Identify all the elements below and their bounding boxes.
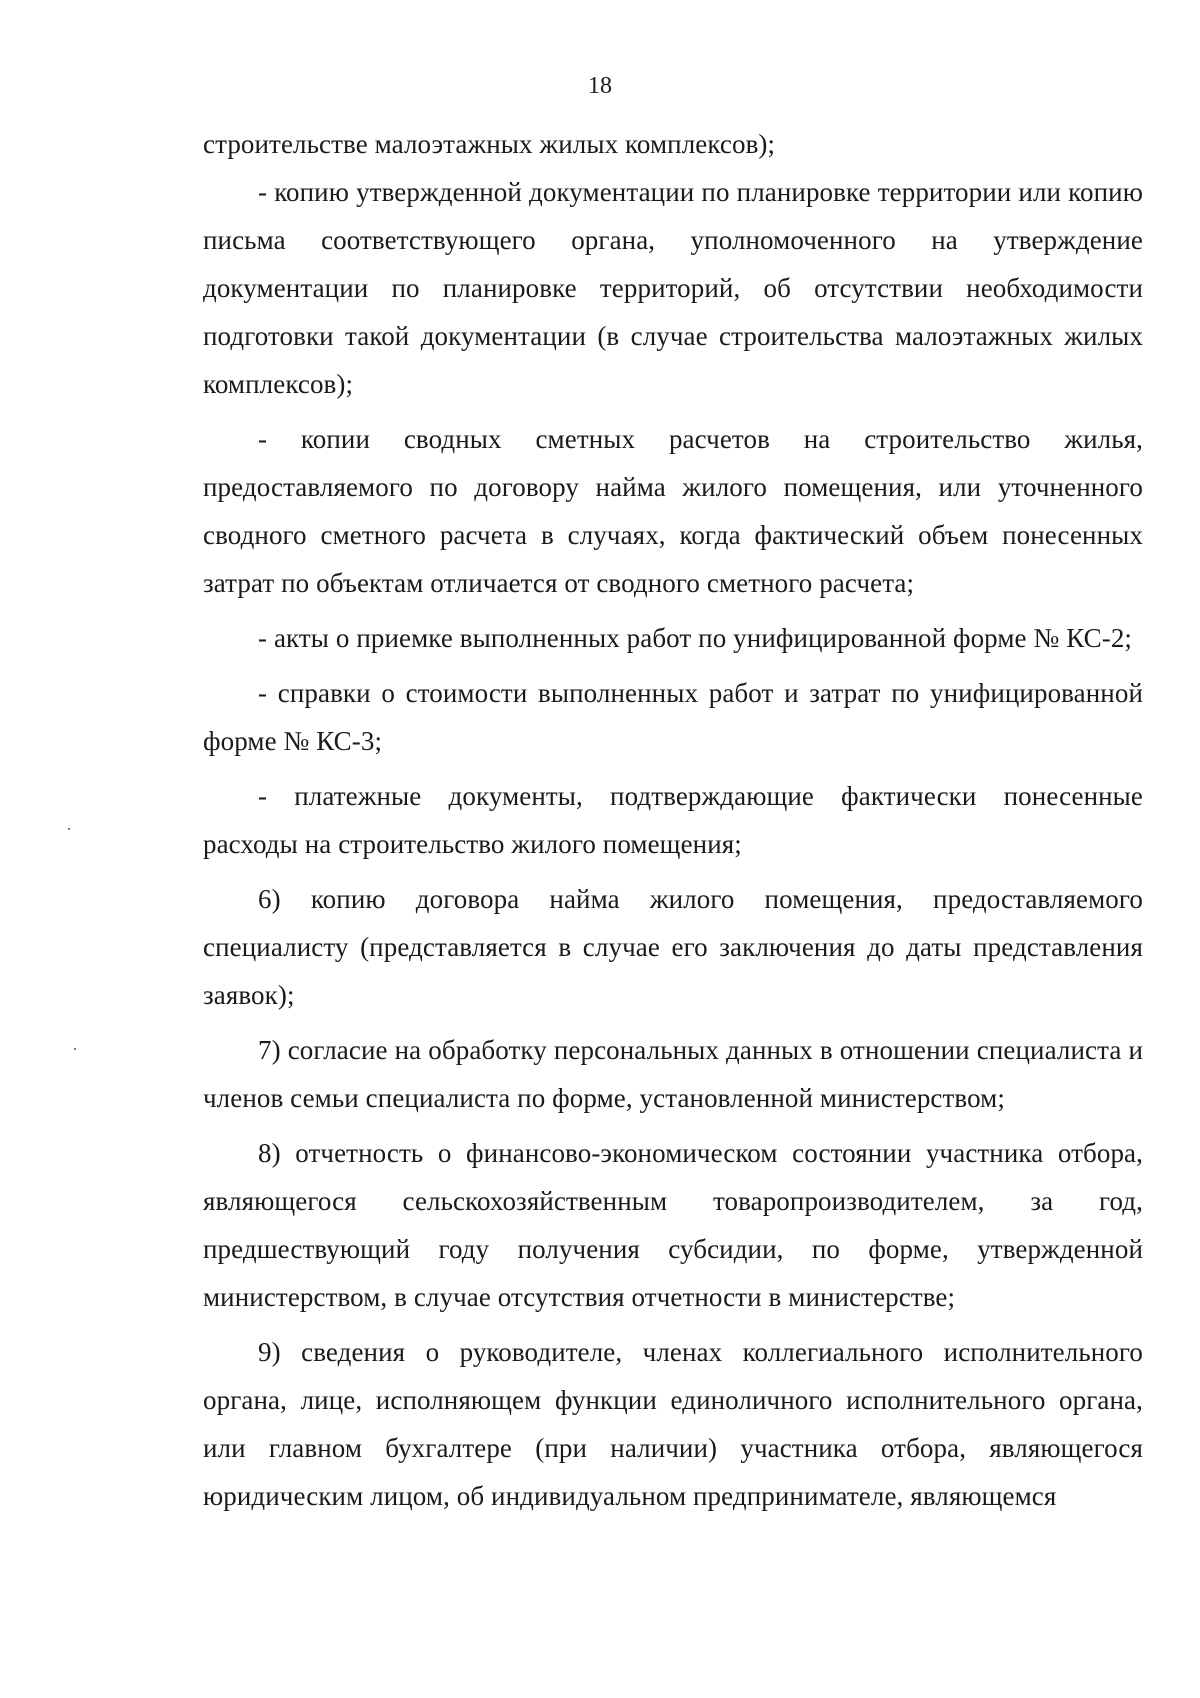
scan-speck [68, 828, 70, 830]
paragraph-item-6: 6) копию договора найма жилого помещения, предоставляемого специалисту (представляется в случае его заключения до даты представления заявок); [203, 884, 1143, 1010]
paragraph-payment-documents: - платежные документы, подтверждающие фактически понесенные расходы на строительство жилого помещения; [203, 781, 1143, 859]
document-body [203, 120, 1143, 1527]
paragraph-cost-estimates: - копии сводных сметных расчетов на строительство жилья, предоставляемого по договору найма жилого помещения, или уточненного сводного сметного расчета в случаях, когда фактический объем понесенных затрат по объектам отличается от сводного сметного расчета; [203, 424, 1143, 598]
paragraph-planning-docs: - копию утвержденной документации по планировке территории или копию письма соответствующего органа, уполномоченного на утверждение документации по планировке территорий, об отсутствии необходимости подготовки такой документации (в случае строительства малоэтажных жилых комплексов); [203, 177, 1143, 399]
paragraph-continuation: строительстве малоэтажных жилых комплексов); [203, 129, 776, 159]
paragraph-item-9: 9) сведения о руководителе, членах коллегиального исполнительного органа, лице, исполняющем функции единоличного исполнительного органа, или главном бухгалтере (при наличии) участника отбора, являющегося юридическим лицом, об индивидуальном предпринимателе, являющемся [203, 1337, 1143, 1511]
page-number: 18 [588, 73, 612, 99]
scan-speck [74, 1048, 76, 1050]
paragraph-item-7: 7) согласие на обработку персональных данных в отношении специалиста и членов семьи специалиста по форме, установленной министерством; [203, 1035, 1143, 1113]
paragraph-item-8: 8) отчетность о финансово-экономическом состоянии участника отбора, являющегося сельскохозяйственным товаропроизводителем, за год, предшествующий году получения субсидии, по форме, утвержденной министерством, в случае отсутствия отчетности в министерстве; [203, 1138, 1143, 1312]
paragraph-ks2-acts: - акты о приемке выполненных работ по унифицированной форме № КС-2; [258, 623, 1133, 653]
paragraph-ks3-certificates: - справки о стоимости выполненных работ и затрат по унифицированной форме № КС-3; [203, 678, 1143, 756]
